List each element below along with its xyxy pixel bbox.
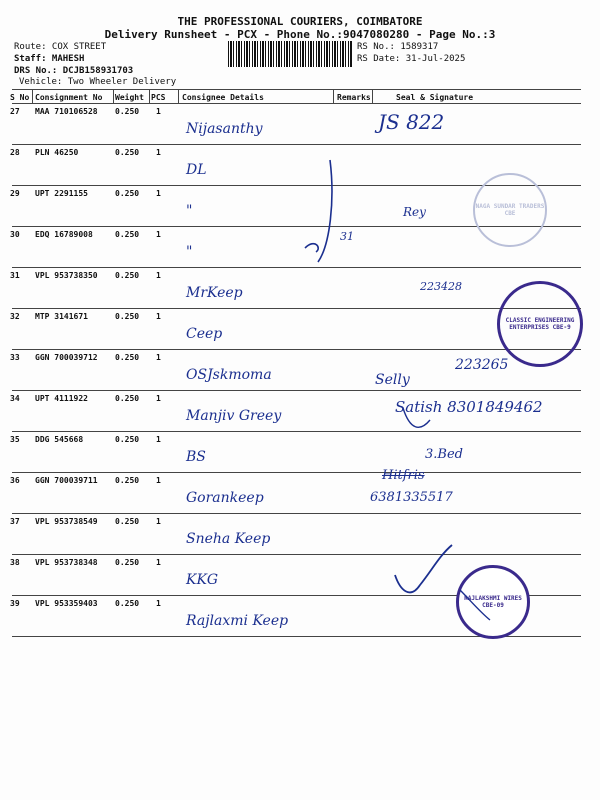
handwritten-remark: 31 (340, 230, 354, 243)
rs-number: RS No.: 1589317 (357, 42, 439, 52)
row-sno: 28 (10, 148, 20, 157)
staff-label: Staff: MAHESH (14, 54, 85, 64)
runsheet-subtitle: Delivery Runsheet - PCX - Phone No.:9047080280 - Page No.:3 (104, 28, 496, 41)
row-sno: 32 (10, 312, 20, 321)
rs-date: RS Date: 31-Jul-2025 (357, 54, 466, 64)
row-weight: 0.250 (115, 148, 140, 157)
row-consignee-handwriting: Rajlaxmi Keep (186, 613, 289, 629)
stamp-text: RAJLAKSHMI WIRES CBE-09 (464, 595, 522, 609)
col-header-weight: Weight (115, 93, 144, 102)
row-consignee-handwriting: " (186, 203, 193, 219)
row-pcs: 1 (156, 394, 161, 403)
row-sno: 27 (10, 107, 20, 116)
row-weight: 0.250 (115, 558, 140, 567)
row-consignee-handwriting: Ceep (186, 326, 223, 342)
row-weight: 0.250 (115, 353, 140, 362)
row-weight: 0.250 (115, 435, 140, 444)
row-consignee-handwriting: Manjiv Greey (186, 408, 282, 424)
row-weight: 0.250 (115, 189, 140, 198)
row-sno: 31 (10, 271, 20, 280)
row-pcs: 1 (156, 558, 161, 567)
row-weight: 0.250 (115, 271, 140, 280)
row-sno: 38 (10, 558, 20, 567)
col-header-remarks: Remarks (337, 93, 371, 102)
row-consignment: PLN 46250 (35, 148, 79, 157)
row-weight: 0.250 (115, 312, 140, 321)
row-consignee-handwriting: OSJskmoma (186, 367, 272, 383)
signature: Satish 8301849462 (395, 398, 543, 416)
row-pcs: 1 (156, 353, 161, 362)
row-consignment: GGN 700039712 (35, 353, 98, 362)
row-pcs: 1 (156, 599, 161, 608)
row-consignee-handwriting: Gorankeep (186, 490, 264, 506)
row-consignment: EDQ 16789008 (35, 230, 93, 239)
handwritten-number: 223265 (455, 357, 509, 373)
row-consignment: VPL 953359403 (35, 599, 98, 608)
row-consignee-handwriting: DL (186, 162, 207, 178)
row-consignee-handwriting: Sneha Keep (186, 531, 271, 547)
signature: 223428 (420, 280, 462, 293)
row-sno: 35 (10, 435, 20, 444)
row-sno: 34 (10, 394, 20, 403)
row-consignment: MTP 3141671 (35, 312, 88, 321)
row-sno: 29 (10, 189, 20, 198)
col-header-consignee: Consignee Details (182, 93, 264, 102)
signature: JS 822 (378, 110, 445, 134)
row-consignee-handwriting: KKG (186, 572, 219, 588)
signature: Selly (375, 372, 410, 388)
row-consignment: VPL 953738350 (35, 271, 98, 280)
row-pcs: 1 (156, 107, 161, 116)
row-pcs: 1 (156, 271, 161, 280)
handwritten-number: 6381335517 (370, 490, 453, 505)
row-pcs: 1 (156, 230, 161, 239)
row-consignment: UPT 4111922 (35, 394, 88, 403)
row-consignment: GGN 700039711 (35, 476, 98, 485)
stamp-text: NAGA SUNDAR TRADERS CBE (475, 203, 545, 217)
signature: 3.Bed (425, 447, 463, 462)
drs-label: DRS No.: DCJB158931703 (14, 66, 134, 76)
row-sno: 36 (10, 476, 20, 485)
row-weight: 0.250 (115, 230, 140, 239)
row-sno: 30 (10, 230, 20, 239)
row-consignment: DDG 545668 (35, 435, 84, 444)
stamp-text: CLASSIC ENGINEERING ENTERPRISES CBE-9 (505, 317, 575, 331)
row-consignment: VPL 953738549 (35, 517, 98, 526)
row-sno: 37 (10, 517, 20, 526)
signature: Rey (403, 205, 426, 219)
col-header-sno: S No (10, 93, 30, 102)
row-consignment: UPT 2291155 (35, 189, 88, 198)
row-sno: 33 (10, 353, 20, 362)
row-consignment: MAA 710106528 (35, 107, 98, 116)
row-weight: 0.250 (115, 517, 140, 526)
row-weight: 0.250 (115, 476, 140, 485)
row-pcs: 1 (156, 476, 161, 485)
row-pcs: 1 (156, 189, 161, 198)
col-header-pcs: PCS (151, 93, 166, 102)
row-consignee-handwriting: MrKeep (186, 285, 243, 301)
company-title: THE PROFESSIONAL COURIERS, COIMBATORE (177, 15, 423, 28)
signature: Hitfris (382, 468, 425, 483)
row-consignee-handwriting: " (186, 244, 193, 260)
row-weight: 0.250 (115, 394, 140, 403)
route-label: Route: COX STREET (14, 42, 107, 52)
row-consignee-handwriting: BS (186, 449, 206, 465)
row-pcs: 1 (156, 435, 161, 444)
col-header-consignment: Consignment No (35, 93, 103, 102)
row-weight: 0.250 (115, 599, 140, 608)
row-sno: 39 (10, 599, 20, 608)
col-header-seal: Seal & Signature (396, 93, 474, 102)
row-pcs: 1 (156, 312, 161, 321)
row-pcs: 1 (156, 517, 161, 526)
row-consignee-handwriting: Nijasanthy (186, 121, 263, 137)
vehicle-label: Vehicle: Two Wheeler Delivery (19, 77, 177, 87)
row-consignment: VPL 953738348 (35, 558, 98, 567)
row-pcs: 1 (156, 148, 161, 157)
row-weight: 0.250 (115, 107, 140, 116)
